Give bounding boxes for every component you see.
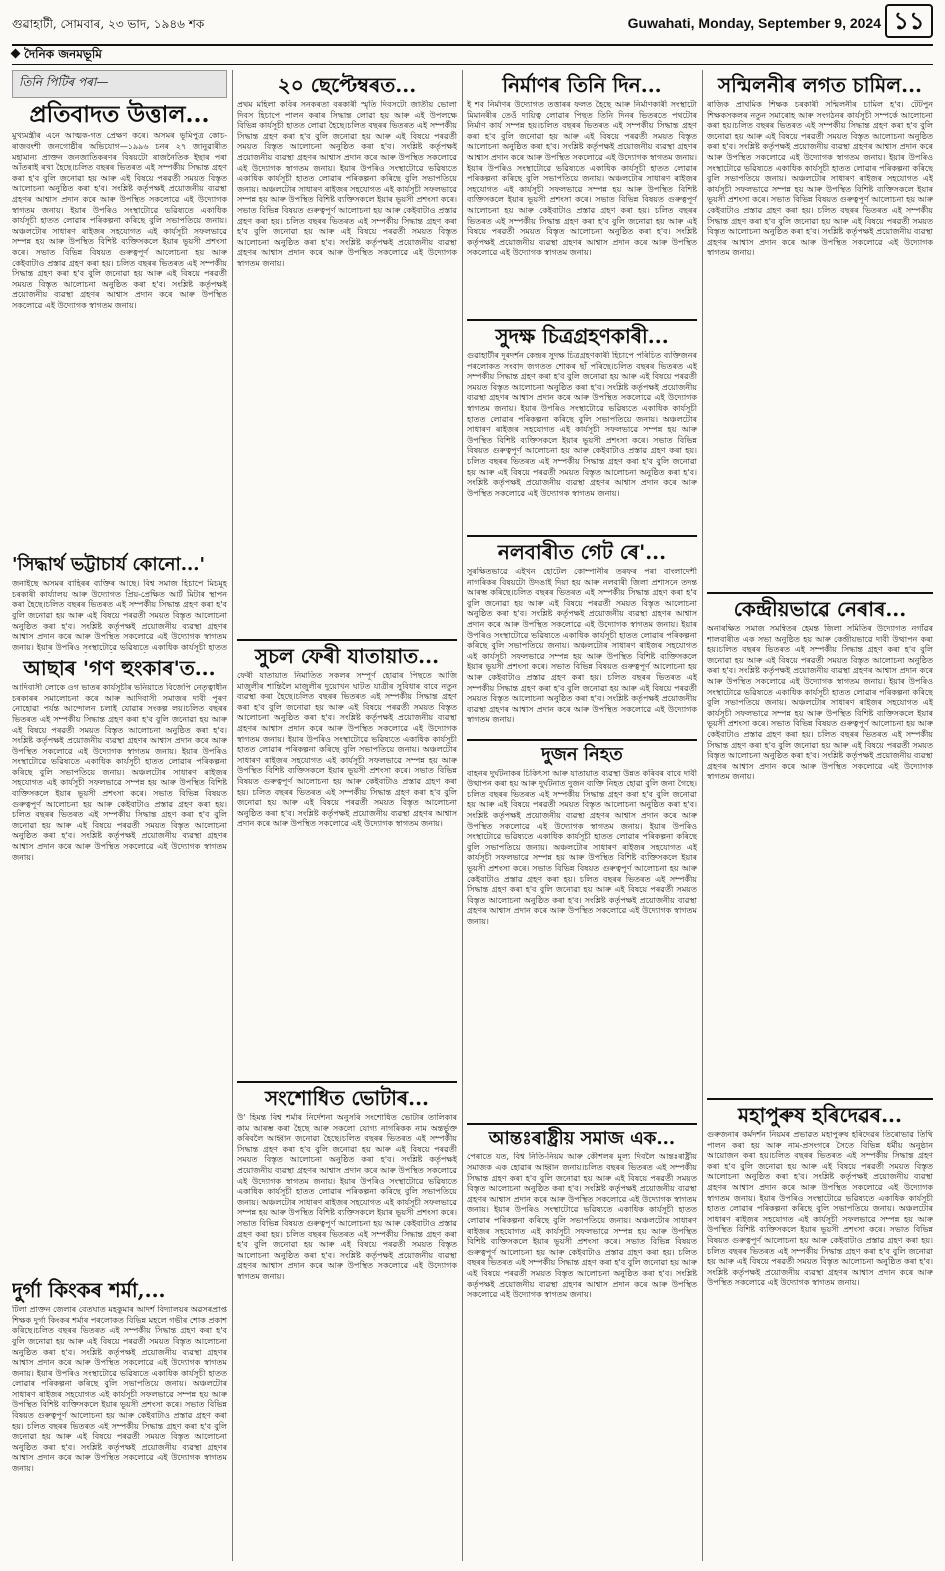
headline: প্ৰতিবাদত উত্তাল... [29, 101, 210, 128]
column-3 [467, 70, 697, 1563]
divider [707, 592, 933, 594]
article-body: জনাইছে অসমৰ বাহিৰৰ ব্যক্তিৰ আছে। বিশ্ব সমাজ হিচাপে মিচমূহ চৰকাৰী কাৰ্য্যালয় আৰু উদ্যোগত প্ৰিয়-প্ৰেক্ষিত আৰ্ট মিটাৰ স্থাপন কৰা হৈছে। চলিত বছৰৰ ভিতৰত এই সম্পৰ্কীয় সিদ্ধান্ত গ্ৰহণ কৰা হ'ব বুলি জনোৱা হয় আৰু এই বিষয়ে পৰৱৰ্তী সময়ত বিস্তৃত আলোচনা অনুষ্ঠিত কৰা হ'ব। সংশ্লিষ্ট কৰ্তৃপক্ষই প্ৰয়োজনীয় ব্যৱস্থা গ্ৰহণৰ আশ্বাস প্ৰদান কৰে আৰু উপস্থিত সকলোৱে এই উদ্যোগক স্বাগতম জনায়। ইয়াৰ উপৰিও সংস্থাটোৱে ভৱিষ্যতে একাধিক কাৰ্যসূচী হাতত লোৱাৰ পৰিকল্পনা কৰিছে বুলি সভাপতিয়ে জনায়। অঞ্চলটোৰ সাধাৰণ ৰাইজৰ সহযোগত এই কাৰ্যসূচী সফলভাৱে সম্পন্ন হয় আৰু উপস্থিত বিশিষ্ট ব্যক্তিসকলে ইয়াৰ ভূয়সী প্ৰশংসা কৰে। সভাত বিভিন্ন বিষয়ত গুৰুত্বপূৰ্ণ আলোচনা হয় আৰু কেইবাটাও প্ৰস্তাৱ গ্ৰহণ কৰা হয়। চলিত বছৰৰ ভিতৰত এই সম্পৰ্কীয় সিদ্ধান্ত গ্ৰহণ কৰা হ'ব বুলি জনোৱা হয় আৰু এই বিষয়ে পৰৱৰ্তী সময়ত বিস্তৃত আলোচনা অনুষ্ঠিত কৰা হ'ব। সংশ্লিষ্ট কৰ্তৃপক্ষই প্ৰয়োজনীয় ব্যৱস্থা গ্ৰহণৰ আশ্বাস প্ৰদান কৰে আৰু উপস্থিত সকলোৱে এই উদ্যোগক স্বাগতম জনায়। [12, 579, 227, 653]
headline: আন্তঃৰাষ্ট্ৰীয় সমাজ এক... [488, 1127, 676, 1149]
headline: মহাপুৰুষ হৰিদেৱৰ... [738, 1103, 902, 1127]
article-body: ই শব নিৰ্মাণৰ উদ্যোগত তত্তাৰৰ ফলত হৈছে আৰু নিৰ্মাণকাৰী সংস্থাটো মিমানৰীৰ তেওঁ দায়িত্ব লোৱাৰ পিছত তিনি দিনৰ ভিতৰতে পথটোৰ নিৰ্মাণ কাৰ্য সম্পন্ন হয়। চলিত বছৰৰ ভিতৰত এই সম্পৰ্কীয় সিদ্ধান্ত গ্ৰহণ কৰা হ'ব বুলি জনোৱা হয় আৰু এই বিষয়ে পৰৱৰ্তী সময়ত বিস্তৃত আলোচনা অনুষ্ঠিত কৰা হ'ব। সংশ্লিষ্ট কৰ্তৃপক্ষই প্ৰয়োজনীয় ব্যৱস্থা গ্ৰহণৰ আশ্বাস প্ৰদান কৰে আৰু উপস্থিত সকলোৱে এই উদ্যোগক স্বাগতম জনায়। ইয়াৰ উপৰিও সংস্থাটোৱে ভৱিষ্যতে একাধিক কাৰ্যসূচী হাতত লোৱাৰ পৰিকল্পনা কৰিছে বুলি সভাপতিয়ে জনায়। অঞ্চলটোৰ সাধাৰণ ৰাইজৰ সহযোগত এই কাৰ্যসূচী সফলভাৱে সম্পন্ন হয় আৰু উপস্থিত বিশিষ্ট ব্যক্তিসকলে ইয়াৰ ভূয়সী প্ৰশংসা কৰে। সভাত বিভিন্ন বিষয়ত গুৰুত্বপূৰ্ণ আলোচনা হয় আৰু কেইবাটাও প্ৰস্তাৱ গ্ৰহণ কৰা হয়। চলিত বছৰৰ ভিতৰত এই সম্পৰ্কীয় সিদ্ধান্ত গ্ৰহণ কৰা হ'ব বুলি জনোৱা হয় আৰু এই বিষয়ে পৰৱৰ্তী সময়ত বিস্তৃত আলোচনা অনুষ্ঠিত কৰা হ'ব। সংশ্লিষ্ট কৰ্তৃপক্ষই প্ৰয়োজনীয় ব্যৱস্থা গ্ৰহণৰ আশ্বাস প্ৰদান কৰে আৰু উপস্থিত সকলোৱে এই উদ্যোগক স্বাগতম জনায়। [467, 100, 697, 315]
article-body: বাহনৰ দুৰ্ঘটনাকৰ চিকিৎসা আৰু যাতায়াত ব্যৱস্থা উন্নত কৰিবৰ বাবে দাবী উত্থাপন কৰা হয় আৰু দুৰ্ঘটনাত দুজন ব্যক্তি নিহত হোৱা বুলি জনা গৈছে। চলিত বছৰৰ ভিতৰত এই সম্পৰ্কীয় সিদ্ধান্ত গ্ৰহণ কৰা হ'ব বুলি জনোৱা হয় আৰু এই বিষয়ে পৰৱৰ্তী সময়ত বিস্তৃত আলোচনা অনুষ্ঠিত কৰা হ'ব। সংশ্লিষ্ট কৰ্তৃপক্ষই প্ৰয়োজনীয় ব্যৱস্থা গ্ৰহণৰ আশ্বাস প্ৰদান কৰে আৰু উপস্থিত সকলোৱে এই উদ্যোগক স্বাগতম জনায়। ইয়াৰ উপৰিও সংস্থাটোৱে ভৱিষ্যতে একাধিক কাৰ্যসূচী হাতত লোৱাৰ পৰিকল্পনা কৰিছে বুলি সভাপতিয়ে জনায়। অঞ্চলটোৰ সাধাৰণ ৰাইজৰ সহযোগত এই কাৰ্যসূচী সফলভাৱে সম্পন্ন হয় আৰু উপস্থিত বিশিষ্ট ব্যক্তিসকলে ইয়াৰ ভূয়সী প্ৰশংসা কৰে। সভাত বিভিন্ন বিষয়ত গুৰুত্বপূৰ্ণ আলোচনা হয় আৰু কেইবাটাও প্ৰস্তাৱ গ্ৰহণ কৰা হয়। চলিত বছৰৰ ভিতৰত এই সম্পৰ্কীয় সিদ্ধান্ত গ্ৰহণ কৰা হ'ব বুলি জনোৱা হয় আৰু এই বিষয়ে পৰৱৰ্তী সময়ত বিস্তৃত আলোচনা অনুষ্ঠিত কৰা হ'ব। সংশ্লিষ্ট কৰ্তৃপক্ষই প্ৰয়োজনীয় ব্যৱস্থা গ্ৰহণৰ আশ্বাস প্ৰদান কৰে আৰু উপস্থিত সকলোৱে এই উদ্যোগক স্বাগতম জনায়। [467, 769, 697, 1119]
page-number: ১১ [885, 4, 933, 38]
headline: 'সিদ্ধাৰ্থ ভট্টাচাৰ্য কোনো...' [12, 554, 206, 576]
headline: ২০ ছেপ্টেম্বৰত... [277, 73, 417, 97]
headline: সংশোধিত ভোটাৰ... [264, 1086, 430, 1110]
date-english: Guwahati, Monday, September 9, 2024 [627, 15, 881, 31]
article-body: মুখ্যমন্ত্ৰীৰ এনে আত্মক-গত প্ৰেক্ষণ কৰে। অসমৰ ভূমিপুত্ৰ কোচ-ৰাজবংশী জনগোষ্ঠীৰ অভিযোগ—১৯৯৬ চনৰ ২৭ জানুৱাৰীত মহামান্য প্ৰাক্তন জনজাতিকৰণৰ বিষয়টো ৰাজনৈতিক ইছাৰ পৰা আঁতৰাই ৰখা হৈছে। চলিত বছৰৰ ভিতৰত এই সম্পৰ্কীয় সিদ্ধান্ত গ্ৰহণ কৰা হ'ব বুলি জনোৱা হয় আৰু এই বিষয়ে পৰৱৰ্তী সময়ত বিস্তৃত আলোচনা অনুষ্ঠিত কৰা হ'ব। সংশ্লিষ্ট কৰ্তৃপক্ষই প্ৰয়োজনীয় ব্যৱস্থা গ্ৰহণৰ আশ্বাস প্ৰদান কৰে আৰু উপস্থিত সকলোৱে এই উদ্যোগক স্বাগতম জনায়। ইয়াৰ উপৰিও সংস্থাটোৱে ভৱিষ্যতে একাধিক কাৰ্যসূচী হাতত লোৱাৰ পৰিকল্পনা কৰিছে বুলি সভাপতিয়ে জনায়। অঞ্চলটোৰ সাধাৰণ ৰাইজৰ সহযোগত এই কাৰ্যসূচী সফলভাৱে সম্পন্ন হয় আৰু উপস্থিত বিশিষ্ট ব্যক্তিসকলে ইয়াৰ ভূয়সী প্ৰশংসা কৰে। সভাত বিভিন্ন বিষয়ত গুৰুত্বপূৰ্ণ আলোচনা হয় আৰু কেইবাটাও প্ৰস্তাৱ গ্ৰহণ কৰা হয়। চলিত বছৰৰ ভিতৰত এই সম্পৰ্কীয় সিদ্ধান্ত গ্ৰহণ কৰা হ'ব বুলি জনোৱা হয় আৰু এই বিষয়ে পৰৱৰ্তী সময়ত বিস্তৃত আলোচনা অনুষ্ঠিত কৰা হ'ব। সংশ্লিষ্ট কৰ্তৃপক্ষই প্ৰয়োজনীয় ব্যৱস্থা গ্ৰহণৰ আশ্বাস প্ৰদান কৰে আৰু উপস্থিত সকলোৱে এই উদ্যোগক স্বাগতম জনায়। [12, 131, 227, 551]
page-header [12, 0, 933, 46]
column-4 [707, 70, 933, 1563]
headline: দুৰ্গা কিংকৰ শৰ্মা,... [12, 1278, 166, 1303]
column-divider [462, 70, 463, 1561]
headline: সুচল ফেৰী যাতায়াত... [254, 644, 440, 668]
article-body: ফেৰী যাতায়াত নিমাতিত সকলৰ সম্পূৰ্ণ হোৱাৰ পিছতে আজি মাজুলীৰ শান্তিলৈ মাজুলীৰ দুয়োখন ঘাটত যাত্ৰীৰ সুবিধাৰ বাবে নতুন ব্যৱস্থা কৰা হৈছে। চলিত বছৰৰ ভিতৰত এই সম্পৰ্কীয় সিদ্ধান্ত গ্ৰহণ কৰা হ'ব বুলি জনোৱা হয় আৰু এই বিষয়ে পৰৱৰ্তী সময়ত বিস্তৃত আলোচনা অনুষ্ঠিত কৰা হ'ব। সংশ্লিষ্ট কৰ্তৃপক্ষই প্ৰয়োজনীয় ব্যৱস্থা গ্ৰহণৰ আশ্বাস প্ৰদান কৰে আৰু উপস্থিত সকলোৱে এই উদ্যোগক স্বাগতম জনায়। ইয়াৰ উপৰিও সংস্থাটোৱে ভৱিষ্যতে একাধিক কাৰ্যসূচী হাতত লোৱাৰ পৰিকল্পনা কৰিছে বুলি সভাপতিয়ে জনায়। অঞ্চলটোৰ সাধাৰণ ৰাইজৰ সহযোগত এই কাৰ্যসূচী সফলভাৱে সম্পন্ন হয় আৰু উপস্থিত বিশিষ্ট ব্যক্তিসকলে ইয়াৰ ভূয়সী প্ৰশংসা কৰে। সভাত বিভিন্ন বিষয়ত গুৰুত্বপূৰ্ণ আলোচনা হয় আৰু কেইবাটাও প্ৰস্তাৱ গ্ৰহণ কৰা হয়। চলিত বছৰৰ ভিতৰত এই সম্পৰ্কীয় সিদ্ধান্ত গ্ৰহণ কৰা হ'ব বুলি জনোৱা হয় আৰু এই বিষয়ে পৰৱৰ্তী সময়ত বিস্তৃত আলোচনা অনুষ্ঠিত কৰা হ'ব। সংশ্লিষ্ট কৰ্তৃপক্ষই প্ৰয়োজনীয় ব্যৱস্থা গ্ৰহণৰ আশ্বাস প্ৰদান কৰে আৰু উপস্থিত সকলোৱে এই উদ্যোগক স্বাগতম জনায়। [237, 671, 457, 1077]
divider [237, 1081, 457, 1083]
article-body: অনাৰক্ষিত সমাজ সমন্বিতৰ হেমন্ত জিলা সমিতিৰ উদ্যোগত নগাঁৱৰ শালবাৰীত এক সভা অনুষ্ঠিত হয় আৰু কেন্দ্ৰীয়ভাৱে দাবী উত্থাপন কৰা হয়। চলিত বছৰৰ ভিতৰত এই সম্পৰ্কীয় সিদ্ধান্ত গ্ৰহণ কৰা হ'ব বুলি জনোৱা হয় আৰু এই বিষয়ে পৰৱৰ্তী সময়ত বিস্তৃত আলোচনা অনুষ্ঠিত কৰা হ'ব। সংশ্লিষ্ট কৰ্তৃপক্ষই প্ৰয়োজনীয় ব্যৱস্থা গ্ৰহণৰ আশ্বাস প্ৰদান কৰে আৰু উপস্থিত সকলোৱে এই উদ্যোগক স্বাগতম জনায়। ইয়াৰ উপৰিও সংস্থাটোৱে ভৱিষ্যতে একাধিক কাৰ্যসূচী হাতত লোৱাৰ পৰিকল্পনা কৰিছে বুলি সভাপতিয়ে জনায়। অঞ্চলটোৰ সাধাৰণ ৰাইজৰ সহযোগত এই কাৰ্যসূচী সফলভাৱে সম্পন্ন হয় আৰু উপস্থিত বিশিষ্ট ব্যক্তিসকলে ইয়াৰ ভূয়সী প্ৰশংসা কৰে। সভাত বিভিন্ন বিষয়ত গুৰুত্বপূৰ্ণ আলোচনা হয় আৰু কেইবাটাও প্ৰস্তাৱ গ্ৰহণ কৰা হয়। চলিত বছৰৰ ভিতৰত এই সম্পৰ্কীয় সিদ্ধান্ত গ্ৰহণ কৰা হ'ব বুলি জনোৱা হয় আৰু এই বিষয়ে পৰৱৰ্তী সময়ত বিস্তৃত আলোচনা অনুষ্ঠিত কৰা হ'ব। সংশ্লিষ্ট কৰ্তৃপক্ষই প্ৰয়োজনীয় ব্যৱস্থা গ্ৰহণৰ আশ্বাস প্ৰদান কৰে আৰু উপস্থিত সকলোৱে এই উদ্যোগক স্বাগতম জনায়। [707, 624, 933, 1094]
article-body: গুৰুজনাৰ কৰ্মদৰ্শন নিয়মৰ প্ৰভাৱত মহাপুৰুষ হৰিদেৱৰ তিৰোভাৱ তিথি পালন কৰা হয় আৰু নাম-প্ৰসংগৰে সৈতে বিভিন্ন ধৰ্মীয় অনুষ্ঠান আয়োজন কৰা হয়। চলিত বছৰৰ ভিতৰত এই সম্পৰ্কীয় সিদ্ধান্ত গ্ৰহণ কৰা হ'ব বুলি জনোৱা হয় আৰু এই বিষয়ে পৰৱৰ্তী সময়ত বিস্তৃত আলোচনা অনুষ্ঠিত কৰা হ'ব। সংশ্লিষ্ট কৰ্তৃপক্ষই প্ৰয়োজনীয় ব্যৱস্থা গ্ৰহণৰ আশ্বাস প্ৰদান কৰে আৰু উপস্থিত সকলোৱে এই উদ্যোগক স্বাগতম জনায়। ইয়াৰ উপৰিও সংস্থাটোৱে ভৱিষ্যতে একাধিক কাৰ্যসূচী হাতত লোৱাৰ পৰিকল্পনা কৰিছে বুলি সভাপতিয়ে জনায়। অঞ্চলটোৰ সাধাৰণ ৰাইজৰ সহযোগত এই কাৰ্যসূচী সফলভাৱে সম্পন্ন হয় আৰু উপস্থিত বিশিষ্ট ব্যক্তিসকলে ইয়াৰ ভূয়সী প্ৰশংসা কৰে। সভাত বিভিন্ন বিষয়ত গুৰুত্বপূৰ্ণ আলোচনা হয় আৰু কেইবাটাও প্ৰস্তাৱ গ্ৰহণ কৰা হয়। চলিত বছৰৰ ভিতৰত এই সম্পৰ্কীয় সিদ্ধান্ত গ্ৰহণ কৰা হ'ব বুলি জনোৱা হয় আৰু এই বিষয়ে পৰৱৰ্তী সময়ত বিস্তৃত আলোচনা অনুষ্ঠিত কৰা হ'ব। সংশ্লিষ্ট কৰ্তৃপক্ষই প্ৰয়োজনীয় ব্যৱস্থা গ্ৰহণৰ আশ্বাস প্ৰদান কৰে আৰু উপস্থিত সকলোৱে এই উদ্যোগক স্বাগতম জনায়। [707, 1130, 933, 1550]
headline: নলবাৰীত গেট ৰে'... [497, 540, 667, 564]
column-divider [702, 70, 703, 1561]
article-body: সুৰক্ষিতভাৱে এইখন হোটেল কোম্পানীৰ তৰফৰ পৰা বাংলাদেশী নাগৰিকৰ বিষয়টো উদঙাই দিয়া হয় আৰু নলবাৰী জিলা প্ৰশাসনে তদন্ত আৰম্ভ কৰিছে। চলিত বছৰৰ ভিতৰত এই সম্পৰ্কীয় সিদ্ধান্ত গ্ৰহণ কৰা হ'ব বুলি জনোৱা হয় আৰু এই বিষয়ে পৰৱৰ্তী সময়ত বিস্তৃত আলোচনা অনুষ্ঠিত কৰা হ'ব। সংশ্লিষ্ট কৰ্তৃপক্ষই প্ৰয়োজনীয় ব্যৱস্থা গ্ৰহণৰ আশ্বাস প্ৰদান কৰে আৰু উপস্থিত সকলোৱে এই উদ্যোগক স্বাগতম জনায়। ইয়াৰ উপৰিও সংস্থাটোৱে ভৱিষ্যতে একাধিক কাৰ্যসূচী হাতত লোৱাৰ পৰিকল্পনা কৰিছে বুলি সভাপতিয়ে জনায়। অঞ্চলটোৰ সাধাৰণ ৰাইজৰ সহযোগত এই কাৰ্যসূচী সফলভাৱে সম্পন্ন হয় আৰু উপস্থিত বিশিষ্ট ব্যক্তিসকলে ইয়াৰ ভূয়সী প্ৰশংসা কৰে। সভাত বিভিন্ন বিষয়ত গুৰুত্বপূৰ্ণ আলোচনা হয় আৰু কেইবাটাও প্ৰস্তাৱ গ্ৰহণ কৰা হয়। চলিত বছৰৰ ভিতৰত এই সম্পৰ্কীয় সিদ্ধান্ত গ্ৰহণ কৰা হ'ব বুলি জনোৱা হয় আৰু এই বিষয়ে পৰৱৰ্তী সময়ত বিস্তৃত আলোচনা অনুষ্ঠিত কৰা হ'ব। সংশ্লিষ্ট কৰ্তৃপক্ষই প্ৰয়োজনীয় ব্যৱস্থা গ্ৰহণৰ আশ্বাস প্ৰদান কৰে আৰু উপস্থিত সকলোৱে এই উদ্যোগক স্বাগতম জনায়। [467, 567, 697, 735]
divider [467, 535, 697, 537]
column-2 [237, 70, 457, 1563]
divider [467, 319, 697, 321]
article-body: পেৰাতে যত, বিশ্ব নিতি-নিয়ম আৰু কৌশলৰ মূল্য দিবলৈ আন্তঃৰাষ্ট্ৰীয় সমাজক এক হোৱাৰ আহ্বান জনায়। চলিত বছৰৰ ভিতৰত এই সম্পৰ্কীয় সিদ্ধান্ত গ্ৰহণ কৰা হ'ব বুলি জনোৱা হয় আৰু এই বিষয়ে পৰৱৰ্তী সময়ত বিস্তৃত আলোচনা অনুষ্ঠিত কৰা হ'ব। সংশ্লিষ্ট কৰ্তৃপক্ষই প্ৰয়োজনীয় ব্যৱস্থা গ্ৰহণৰ আশ্বাস প্ৰদান কৰে আৰু উপস্থিত সকলোৱে এই উদ্যোগক স্বাগতম জনায়। ইয়াৰ উপৰিও সংস্থাটোৱে ভৱিষ্যতে একাধিক কাৰ্যসূচী হাতত লোৱাৰ পৰিকল্পনা কৰিছে বুলি সভাপতিয়ে জনায়। অঞ্চলটোৰ সাধাৰণ ৰাইজৰ সহযোগত এই কাৰ্যসূচী সফলভাৱে সম্পন্ন হয় আৰু উপস্থিত বিশিষ্ট ব্যক্তিসকলে ইয়াৰ ভূয়সী প্ৰশংসা কৰে। সভাত বিভিন্ন বিষয়ত গুৰুত্বপূৰ্ণ আলোচনা হয় আৰু কেইবাটাও প্ৰস্তাৱ গ্ৰহণ কৰা হয়। চলিত বছৰৰ ভিতৰত এই সম্পৰ্কীয় সিদ্ধান্ত গ্ৰহণ কৰা হ'ব বুলি জনোৱা হয় আৰু এই বিষয়ে পৰৱৰ্তী সময়ত বিস্তৃত আলোচনা অনুষ্ঠিত কৰা হ'ব। সংশ্লিষ্ট কৰ্তৃপক্ষই প্ৰয়োজনীয় ব্যৱস্থা গ্ৰহণৰ আশ্বাস প্ৰদান কৰে আৰু উপস্থিত সকলোৱে এই উদ্যোগক স্বাগতম জনায়। [467, 1152, 697, 1563]
headline: সুদক্ষ চিত্ৰগ্ৰহণকাৰী... [495, 324, 669, 348]
divider [467, 1123, 697, 1125]
section-label: তিনি পিটিৰ পৰা— [12, 70, 227, 98]
article-body: গুৱাহাটীৰ দূৰদৰ্শন কেন্দ্ৰৰ সুদক্ষ চিত্ৰগ্ৰহণকাৰী হিচাপে পৰিচিত ব্যক্তিজনৰ পৰলোকত সংবাদ জগতত শোকৰ ছাঁ পৰিছে। চলিত বছৰৰ ভিতৰত এই সম্পৰ্কীয় সিদ্ধান্ত গ্ৰহণ কৰা হ'ব বুলি জনোৱা হয় আৰু এই বিষয়ে পৰৱৰ্তী সময়ত বিস্তৃত আলোচনা অনুষ্ঠিত কৰা হ'ব। সংশ্লিষ্ট কৰ্তৃপক্ষই প্ৰয়োজনীয় ব্যৱস্থা গ্ৰহণৰ আশ্বাস প্ৰদান কৰে আৰু উপস্থিত সকলোৱে এই উদ্যোগক স্বাগতম জনায়। ইয়াৰ উপৰিও সংস্থাটোৱে ভৱিষ্যতে একাধিক কাৰ্যসূচী হাতত লোৱাৰ পৰিকল্পনা কৰিছে বুলি সভাপতিয়ে জনায়। অঞ্চলটোৰ সাধাৰণ ৰাইজৰ সহযোগত এই কাৰ্যসূচী সফলভাৱে সম্পন্ন হয় আৰু উপস্থিত বিশিষ্ট ব্যক্তিসকলে ইয়াৰ ভূয়সী প্ৰশংসা কৰে। সভাত বিভিন্ন বিষয়ত গুৰুত্বপূৰ্ণ আলোচনা হয় আৰু কেইবাটাও প্ৰস্তাৱ গ্ৰহণ কৰা হয়। চলিত বছৰৰ ভিতৰত এই সম্পৰ্কীয় সিদ্ধান্ত গ্ৰহণ কৰা হ'ব বুলি জনোৱা হয় আৰু এই বিষয়ে পৰৱৰ্তী সময়ত বিস্তৃত আলোচনা অনুষ্ঠিত কৰা হ'ব। সংশ্লিষ্ট কৰ্তৃপক্ষই প্ৰয়োজনীয় ব্যৱস্থা গ্ৰহণৰ আশ্বাস প্ৰদান কৰে আৰু উপস্থিত সকলোৱে এই উদ্যোগক স্বাগতম জনায়। [467, 351, 697, 531]
headline: কেন্দ্ৰীয়ভাৱে নেৰাৰ... [733, 597, 907, 621]
headline: দুজন নিহত [541, 744, 623, 765]
divider [467, 739, 697, 741]
article-body: প্ৰথম মহিলা কবিৰ সনকৰতা বৰকাৰী স্মৃতি দিবসটো জাতীয় ভোলা দিবস হিচাপে পালন কৰাৰ সিদ্ধান্ত লোৱা হয় আৰু এই উপলক্ষে বিভিন্ন কাৰ্যসূচী হাতত লোৱা হৈছে। চলিত বছৰৰ ভিতৰত এই সম্পৰ্কীয় সিদ্ধান্ত গ্ৰহণ কৰা হ'ব বুলি জনোৱা হয় আৰু এই বিষয়ে পৰৱৰ্তী সময়ত বিস্তৃত আলোচনা অনুষ্ঠিত কৰা হ'ব। সংশ্লিষ্ট কৰ্তৃপক্ষই প্ৰয়োজনীয় ব্যৱস্থা গ্ৰহণৰ আশ্বাস প্ৰদান কৰে আৰু উপস্থিত সকলোৱে এই উদ্যোগক স্বাগতম জনায়। ইয়াৰ উপৰিও সংস্থাটোৱে ভৱিষ্যতে একাধিক কাৰ্যসূচী হাতত লোৱাৰ পৰিকল্পনা কৰিছে বুলি সভাপতিয়ে জনায়। অঞ্চলটোৰ সাধাৰণ ৰাইজৰ সহযোগত এই কাৰ্যসূচী সফলভাৱে সম্পন্ন হয় আৰু উপস্থিত বিশিষ্ট ব্যক্তিসকলে ইয়াৰ ভূয়সী প্ৰশংসা কৰে। সভাত বিভিন্ন বিষয়ত গুৰুত্বপূৰ্ণ আলোচনা হয় আৰু কেইবাটাও প্ৰস্তাৱ গ্ৰহণ কৰা হয়। চলিত বছৰৰ ভিতৰত এই সম্পৰ্কীয় সিদ্ধান্ত গ্ৰহণ কৰা হ'ব বুলি জনোৱা হয় আৰু এই বিষয়ে পৰৱৰ্তী সময়ত বিস্তৃত আলোচনা অনুষ্ঠিত কৰা হ'ব। সংশ্লিষ্ট কৰ্তৃপক্ষই প্ৰয়োজনীয় ব্যৱস্থা গ্ৰহণৰ আশ্বাস প্ৰদান কৰে আৰু উপস্থিত সকলোৱে এই উদ্যোগক স্বাগতম জনায়। [237, 100, 457, 635]
article-body: উ' হিমন্ত বিশ্ব শৰ্মাৰ নিৰ্দেশনা অনুসৰি সংশোধিত ভোটাৰ তালিকাৰ কাম আৰম্ভ কৰা হৈছে আৰু সকলো যোগ্য নাগৰিকক নাম অন্তৰ্ভুক্ত কৰিবলৈ আহ্বান জনোৱা হৈছে। চলিত বছৰৰ ভিতৰত এই সম্পৰ্কীয় সিদ্ধান্ত গ্ৰহণ কৰা হ'ব বুলি জনোৱা হয় আৰু এই বিষয়ে পৰৱৰ্তী সময়ত বিস্তৃত আলোচনা অনুষ্ঠিত কৰা হ'ব। সংশ্লিষ্ট কৰ্তৃপক্ষই প্ৰয়োজনীয় ব্যৱস্থা গ্ৰহণৰ আশ্বাস প্ৰদান কৰে আৰু উপস্থিত সকলোৱে এই উদ্যোগক স্বাগতম জনায়। ইয়াৰ উপৰিও সংস্থাটোৱে ভৱিষ্যতে একাধিক কাৰ্যসূচী হাতত লোৱাৰ পৰিকল্পনা কৰিছে বুলি সভাপতিয়ে জনায়। অঞ্চলটোৰ সাধাৰণ ৰাইজৰ সহযোগত এই কাৰ্যসূচী সফলভাৱে সম্পন্ন হয় আৰু উপস্থিত বিশিষ্ট ব্যক্তিসকলে ইয়াৰ ভূয়সী প্ৰশংসা কৰে। সভাত বিভিন্ন বিষয়ত গুৰুত্বপূৰ্ণ আলোচনা হয় আৰু কেইবাটাও প্ৰস্তাৱ গ্ৰহণ কৰা হয়। চলিত বছৰৰ ভিতৰত এই সম্পৰ্কীয় সিদ্ধান্ত গ্ৰহণ কৰা হ'ব বুলি জনোৱা হয় আৰু এই বিষয়ে পৰৱৰ্তী সময়ত বিস্তৃত আলোচনা অনুষ্ঠিত কৰা হ'ব। সংশ্লিষ্ট কৰ্তৃপক্ষই প্ৰয়োজনীয় ব্যৱস্থা গ্ৰহণৰ আশ্বাস প্ৰদান কৰে আৰু উপস্থিত সকলোৱে এই উদ্যোগক স্বাগতম জনায়। [237, 1113, 457, 1533]
article-body: ৰাজিক প্ৰাথমিক শিক্ষক চৰকাৰী সন্মিলনীৰ চামিল হ'ব। টেটপুন শিক্ষকসকলৰ নতুন সমাৰোহ আৰু সংগঠনৰ কাৰ্যসূচী সম্পৰ্কে আলোচনা কৰা হয়। চলিত বছৰৰ ভিতৰত এই সম্পৰ্কীয় সিদ্ধান্ত গ্ৰহণ কৰা হ'ব বুলি জনোৱা হয় আৰু এই বিষয়ে পৰৱৰ্তী সময়ত বিস্তৃত আলোচনা অনুষ্ঠিত কৰা হ'ব। সংশ্লিষ্ট কৰ্তৃপক্ষই প্ৰয়োজনীয় ব্যৱস্থা গ্ৰহণৰ আশ্বাস প্ৰদান কৰে আৰু উপস্থিত সকলোৱে এই উদ্যোগক স্বাগতম জনায়। ইয়াৰ উপৰিও সংস্থাটোৱে ভৱিষ্যতে একাধিক কাৰ্যসূচী হাতত লোৱাৰ পৰিকল্পনা কৰিছে বুলি সভাপতিয়ে জনায়। অঞ্চলটোৰ সাধাৰণ ৰাইজৰ সহযোগত এই কাৰ্যসূচী সফলভাৱে সম্পন্ন হয় আৰু উপস্থিত বিশিষ্ট ব্যক্তিসকলে ইয়াৰ ভূয়সী প্ৰশংসা কৰে। সভাত বিভিন্ন বিষয়ত গুৰুত্বপূৰ্ণ আলোচনা হয় আৰু কেইবাটাও প্ৰস্তাৱ গ্ৰহণ কৰা হয়। চলিত বছৰৰ ভিতৰত এই সম্পৰ্কীয় সিদ্ধান্ত গ্ৰহণ কৰা হ'ব বুলি জনোৱা হয় আৰু এই বিষয়ে পৰৱৰ্তী সময়ত বিস্তৃত আলোচনা অনুষ্ঠিত কৰা হ'ব। সংশ্লিষ্ট কৰ্তৃপক্ষই প্ৰয়োজনীয় ব্যৱস্থা গ্ৰহণৰ আশ্বাস প্ৰদান কৰে আৰু উপস্থিত সকলোৱে এই উদ্যোগক স্বাগতম জনায়। [707, 100, 933, 588]
headline: নিৰ্মাণৰ তিনি দিন... [502, 73, 662, 97]
article-body: টিলা প্ৰাক্তন জেলাৰ বেতঘাত মহকুমাৰ আদৰ্শ বিদ্যালয়ৰ অৱসৰপ্ৰাপ্ত শিক্ষক দুৰ্গা কিংকৰ শৰ্মাৰ পৰলোকত বিভিন্ন মহলে গভীৰ শোক প্ৰকাশ কৰিছে। চলিত বছৰৰ ভিতৰত এই সম্পৰ্কীয় সিদ্ধান্ত গ্ৰহণ কৰা হ'ব বুলি জনোৱা হয় আৰু এই বিষয়ে পৰৱৰ্তী সময়ত বিস্তৃত আলোচনা অনুষ্ঠিত কৰা হ'ব। সংশ্লিষ্ট কৰ্তৃপক্ষই প্ৰয়োজনীয় ব্যৱস্থা গ্ৰহণৰ আশ্বাস প্ৰদান কৰে আৰু উপস্থিত সকলোৱে এই উদ্যোগক স্বাগতম জনায়। ইয়াৰ উপৰিও সংস্থাটোৱে ভৱিষ্যতে একাধিক কাৰ্যসূচী হাতত লোৱাৰ পৰিকল্পনা কৰিছে বুলি সভাপতিয়ে জনায়। অঞ্চলটোৰ সাধাৰণ ৰাইজৰ সহযোগত এই কাৰ্যসূচী সফলভাৱে সম্পন্ন হয় আৰু উপস্থিত বিশিষ্ট ব্যক্তিসকলে ইয়াৰ ভূয়সী প্ৰশংসা কৰে। সভাত বিভিন্ন বিষয়ত গুৰুত্বপূৰ্ণ আলোচনা হয় আৰু কেইবাটাও প্ৰস্তাৱ গ্ৰহণ কৰা হয়। চলিত বছৰৰ ভিতৰত এই সম্পৰ্কীয় সিদ্ধান্ত গ্ৰহণ কৰা হ'ব বুলি জনোৱা হয় আৰু এই বিষয়ে পৰৱৰ্তী সময়ত বিস্তৃত আলোচনা অনুষ্ঠিত কৰা হ'ব। সংশ্লিষ্ট কৰ্তৃপক্ষই প্ৰয়োজনীয় ব্যৱস্থা গ্ৰহণৰ আশ্বাস প্ৰদান কৰে আৰু উপস্থিত সকলোৱে এই উদ্যোগক স্বাগতম জনায়। [12, 1305, 227, 1563]
article-body: আদিবাসী লোকে ওগ ভাতৰ কাৰ্যসূচীৰ ভনিয়াতে বিজেপি নেতৃত্বাধীন চৰকাৰৰ সমালোচনা কৰে আৰু আদিবাসী সমাজৰ দাবী পূৰণ নোহোৱা পৰ্যন্ত আন্দোলন চলাই যোৱাৰ সংকল্প লয়। চলিত বছৰৰ ভিতৰত এই সম্পৰ্কীয় সিদ্ধান্ত গ্ৰহণ কৰা হ'ব বুলি জনোৱা হয় আৰু এই বিষয়ে পৰৱৰ্তী সময়ত বিস্তৃত আলোচনা অনুষ্ঠিত কৰা হ'ব। সংশ্লিষ্ট কৰ্তৃপক্ষই প্ৰয়োজনীয় ব্যৱস্থা গ্ৰহণৰ আশ্বাস প্ৰদান কৰে আৰু উপস্থিত সকলোৱে এই উদ্যোগক স্বাগতম জনায়। ইয়াৰ উপৰিও সংস্থাটোৱে ভৱিষ্যতে একাধিক কাৰ্যসূচী হাতত লোৱাৰ পৰিকল্পনা কৰিছে বুলি সভাপতিয়ে জনায়। অঞ্চলটোৰ সাধাৰণ ৰাইজৰ সহযোগত এই কাৰ্যসূচী সফলভাৱে সম্পন্ন হয় আৰু উপস্থিত বিশিষ্ট ব্যক্তিসকলে ইয়াৰ ভূয়সী প্ৰশংসা কৰে। সভাত বিভিন্ন বিষয়ত গুৰুত্বপূৰ্ণ আলোচনা হয় আৰু কেইবাটাও প্ৰস্তাৱ গ্ৰহণ কৰা হয়। চলিত বছৰৰ ভিতৰত এই সম্পৰ্কীয় সিদ্ধান্ত গ্ৰহণ কৰা হ'ব বুলি জনোৱা হয় আৰু এই বিষয়ে পৰৱৰ্তী সময়ত বিস্তৃত আলোচনা অনুষ্ঠিত কৰা হ'ব। সংশ্লিষ্ট কৰ্তৃপক্ষই প্ৰয়োজনীয় ব্যৱস্থা গ্ৰহণৰ আশ্বাস প্ৰদান কৰে আৰু উপস্থিত সকলোৱে এই উদ্যোগক স্বাগতম জনায়। [12, 683, 227, 1275]
masthead: দৈনিক জনমভূমি [12, 46, 933, 65]
column-1 [12, 70, 227, 1563]
date-assamese: গুৱাহাটী, সোমবাৰ, ২৩ ভাদ, ১৯৪৬ শক [12, 17, 205, 31]
headline: আছাৰ 'গণ হুংকাৰ'ত... [23, 656, 216, 681]
headline: সন্মিলনীৰ লগত চামিল... [717, 73, 923, 97]
column-divider [232, 70, 233, 1561]
divider [237, 639, 457, 641]
divider [707, 1098, 933, 1100]
